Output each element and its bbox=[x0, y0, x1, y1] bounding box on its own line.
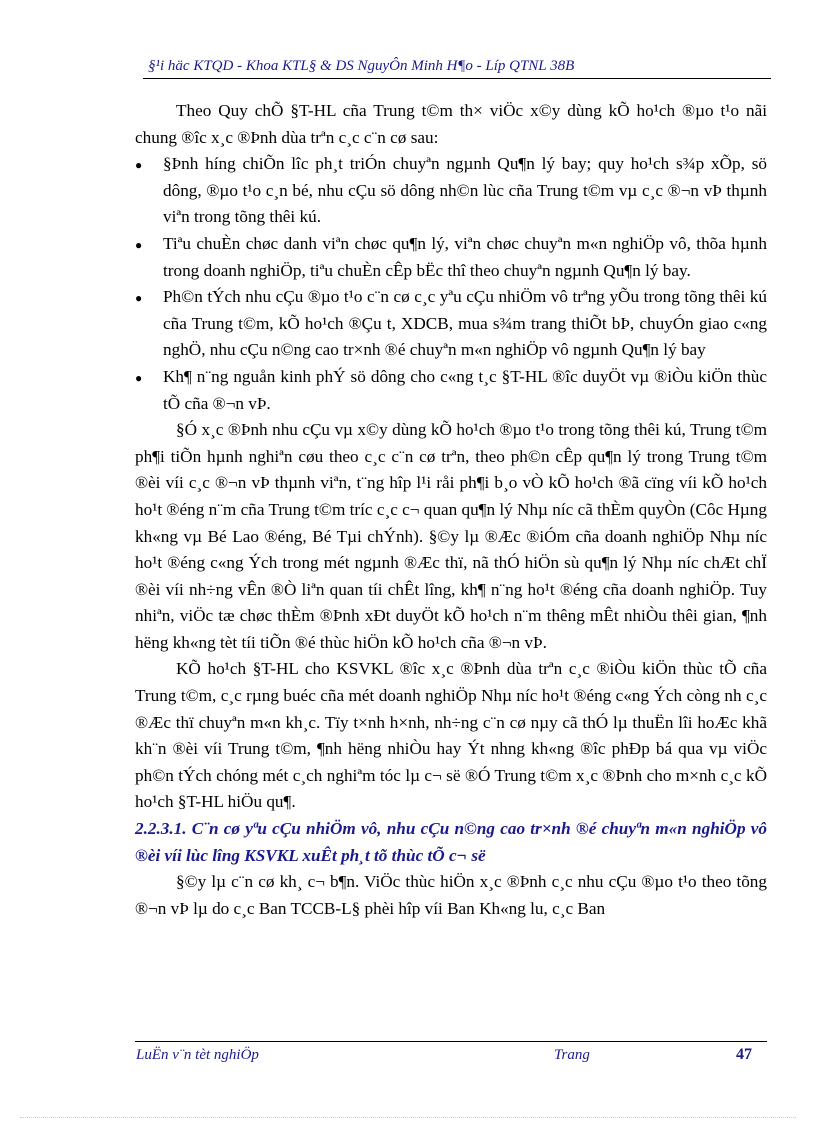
page-number: 47 bbox=[736, 1046, 752, 1063]
footer-thesis-label: LuËn v¨n tèt nghiÖp bbox=[136, 1047, 259, 1063]
bullet-item-1 bbox=[135, 151, 767, 231]
paragraph-basis: §©y lµ c¨n cø kh¸ c¬ b¶n. ViÖc thùc hiÖn x¸c ®Þnh c¸c nhu cÇu ®µo t¹o theo tõng ®¬n vÞ lµ do c¸c Ban TCCB-L§ phèi hîp víi Ban Kh«ng lu, c¸c Ban bbox=[135, 872, 767, 918]
paragraph-intro: Theo Quy chÕ §T-HL cña Trung t©m th× viÖc x©y dùng kÕ ho¹ch ®µo t¹o nãi chung ®îc x¸c ®Þnh dùa trªn c¸c c¨n cø sau: bbox=[135, 101, 767, 147]
bullet-icon: ● bbox=[135, 237, 143, 252]
bullet-item-4 bbox=[135, 364, 767, 417]
bullet-text: Kh¶ n¨ng nguån kinh phÝ sö dông cho c«ng t¸c §T-HL ®îc duyÖt vµ ®iÒu kiÖn thùc tÕ cña ®¬n vÞ. bbox=[163, 366, 767, 413]
bullet-icon: ● bbox=[135, 291, 143, 306]
footer-page-label: Trang bbox=[554, 1047, 590, 1063]
document-body bbox=[135, 98, 767, 922]
paragraph-planning: §Ó x¸c ®Þnh nhu cÇu vµ x©y dùng kÕ ho¹ch ®µo t¹o trong tõng thêi kú, Trung t©m ph¶i tiÕn hµnh nghiªn cøu theo c¸c c¨n cø trªn, theo ph©n cÊp qu¶n lý trong Trung t©m ®èi víi c¸c ®¬n vÞ thµnh viªn, t¨ng hîp l¹i råi ph¶i b¸o vÒ kÕ ho¹ch ®ã cïng víi kÕ ho¹ch ho¹t ®éng n¨m cña Trung t©m tríc c¸c c¬ quan qu¶n lý Nhµ níc cã thÈm quyÒn (Côc Hµng kh«ng vµ Bé Lao ®éng, Bé Tµi chÝnh). §©y lµ ®Æc ®iÓm cña doanh nghiÖp Nhµ níc ho¹t ®éng c«ng Ých trong mét ngµnh ®Æc thï, nã thÓ hiÖn sù qu¶n lý Nhµ níc chÆt chÏ ®èi víi nh÷ng vÊn ®Ò liªn quan tíi chÊt lîng, kh¶ n¨ng ho¹t ®éng cña doanh nghiÖp. Tuy nhiªn, viÖc tæ chøc thÈm ®Þnh xÐt duyÖt kÕ ho¹ch n¨m thêng mÊt nhiÒu thêi gian, ¶nh hëng kh«ng tèt tíi tiÕn ®é thùc hiÖn kÕ ho¹ch cña ®¬n vÞ. bbox=[135, 420, 767, 652]
page-boundary bbox=[20, 1117, 796, 1118]
section-heading: 2.2.3.1. C¨n cø yªu cÇu nhiÖm vô, nhu cÇu n©ng cao tr×nh ®é chuyªn m«n nghiÖp vô ®èi víi lùc lîng KSVKL xuÊt ph¸t tõ thùc tÕ c¬ së bbox=[135, 819, 767, 865]
bullet-icon: ● bbox=[135, 370, 143, 385]
header-divider bbox=[143, 78, 771, 79]
bullet-icon: ● bbox=[135, 158, 143, 173]
bullet-text: Tiªu chuÈn chøc danh viªn chøc qu¶n lý, viªn chøc chuyªn m«n nghiÖp vô, thõa hµnh trong doanh nghiÖp, tiªu chuÈn cÊp bËc thî theo chuyªn ngµnh Qu¶n lý bay. bbox=[163, 233, 767, 280]
bullet-text: Ph©n tÝch nhu cÇu ®µo t¹o c¨n cø c¸c yªu cÇu nhiÖm vô trªng yÕu trong tõng thêi kú cña Trung t©m, kÕ ho¹ch ®Çu t, XDCB, mua s¾m trang thiÕt bÞ, chuyÓn giao c«ng nghÖ, nhu cÇu n©ng cao tr×nh ®é chuyªn m«n nghiÖp vô ngµnh Qu¶n lý bay bbox=[163, 287, 767, 360]
bullet-item-3 bbox=[135, 284, 767, 364]
bullet-text: §Þnh híng chiÕn lîc ph¸t triÓn chuyªn ngµnh Qu¶n lý bay; quy ho¹ch s¾p xÕp, sö dông, ®µo t¹o c¸n bé, nhu cÇu sö dông nh©n lùc cña Trung t©m vµ c¸c ®¬n vÞ thµnh viªn trong tõng thêi kú. bbox=[163, 154, 767, 227]
footer-divider bbox=[135, 1041, 767, 1042]
running-header: §¹i häc KTQD - Khoa KTL§ & DS NguyÔn Minh H¶o - Líp QTNL 38B bbox=[148, 58, 575, 74]
paragraph-ksvkl-plan: KÕ ho¹ch §T-HL cho KSVKL ®îc x¸c ®Þnh dùa trªn c¸c ®iÒu kiÖn thùc tÕ cña Trung t©m, c¸c rµng buéc cña mét doanh nghiÖp Nhµ níc ho¹t ®éng c«ng Ých còng nh c¸c ®Æc thï chuyªn m«n kh¸c. Tïy t×nh h×nh, nh÷ng c¨n cø nµy cã thÓ lµ thuËn lîi hoÆc khã kh¨n ®èi víi Trung t©m, ¶nh hëng nhiÒu hay Ýt nhng kh«ng ®îc phÐp bá qua vµ viÖc ph©n tÝch chóng mét c¸ch nghiªm tóc lµ c¬ së ®Ó Trung t©m x¸c ®Þnh cho m×nh c¸c kÕ ho¹ch §T-HL hiÖu qu¶. bbox=[135, 659, 767, 812]
bullet-item-2 bbox=[135, 231, 767, 284]
